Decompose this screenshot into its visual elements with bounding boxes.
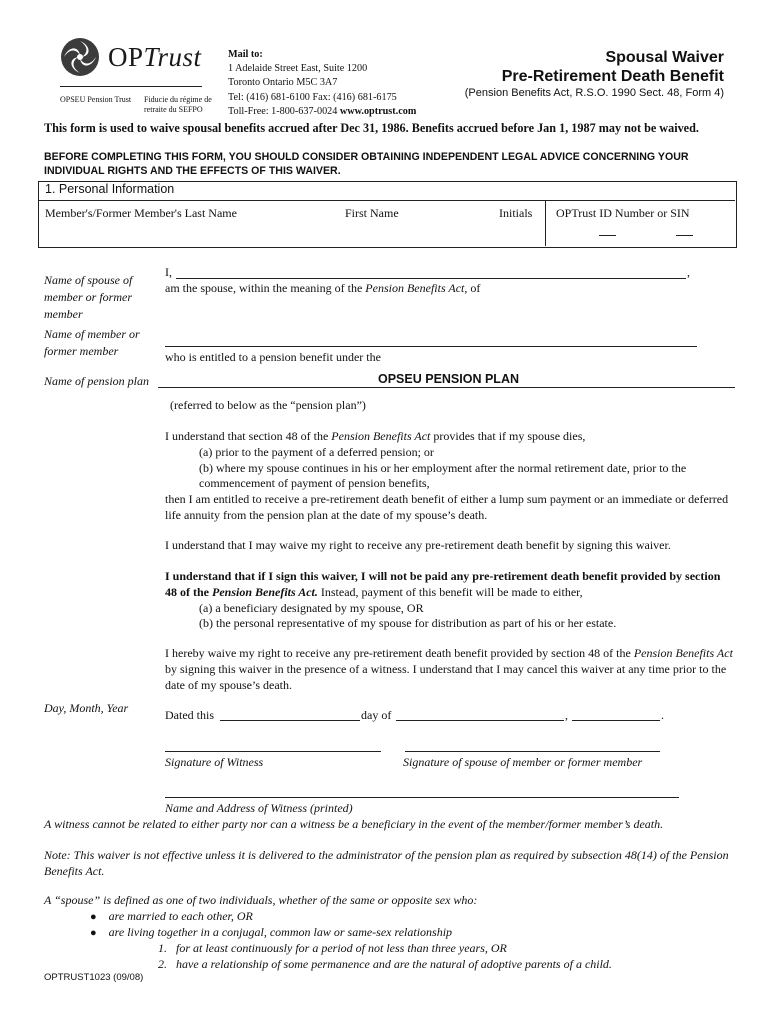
comma: , [687, 265, 690, 279]
spouse-statement: am the spouse, within the meaning of the Pension Benefits Act, of [165, 281, 481, 295]
list-item: 1. for at least continuously for a period of not less than three years, OR [158, 941, 507, 955]
witness-signature-input[interactable] [165, 751, 381, 752]
optrust-logo-icon [60, 37, 100, 77]
mail-line: Tel: (416) 681-6100 Fax: (416) 681-6175 [228, 91, 397, 103]
logo-subtitle-en: OPSEU Pension Trust [60, 95, 132, 104]
entitlement-tail: then I am entitled to receive a pre-retirement death benefit of either a lump sum payment or an immediate or deferred life annuity from the pension plan at the date of my spouse’s death. [165, 492, 729, 522]
form-title-line-1: Spousal Waiver [605, 49, 724, 66]
mail-title: Mail to: [228, 49, 263, 60]
initials-field[interactable]: Initials [499, 206, 533, 220]
label-member-name: Name of member or former member [44, 327, 140, 358]
id-separator [599, 235, 616, 236]
witness-name-label: Name and Address of Witness (printed) [165, 801, 353, 815]
spouse-definition: A “spouse” is defined as one of two individuals, whether of the same or opposite sex who: [44, 893, 478, 907]
effectiveness-note: Note: This waiver is not effective unless it is delivered to the administrator of the pension plan as required by subsection 48(14) of the Pension Benefits Act. [44, 848, 729, 878]
label-date: Day, Month, Year [44, 701, 129, 715]
form-title-act-reference: (Pension Benefits Act, R.S.O. 1990 Sect. 48, Form 4) [464, 87, 724, 99]
last-name-field[interactable]: Member's/Former Member's Last Name [45, 206, 237, 220]
label-spouse-name: Name of spouse of member or former member [44, 273, 133, 321]
paragraph-section-48: I understand that section 48 of the Pension Benefits Act provides that if my spouse dies, (a) prior to the payment of a deferred pension; or (b) where my spouse continues in his or her employment after the normal retirement date, prior to the commencement of payment of pension benefits, then I am entitled to receive a pre-retirement death benefit of either a lump sum payment or an immediate or deferred life annuity from the pension plan at the date of my spouse’s death. [165, 429, 735, 524]
column-divider [545, 200, 546, 246]
form-number: OPTRUST1023 (09/08) [44, 972, 144, 983]
id-separator [676, 235, 693, 236]
condition-b: (b) where my spouse continues in his or her employment after the normal retirement date, prior to the commencement of payment of pension benefits, [199, 460, 687, 491]
condition-a: (a) prior to the payment of a deferred pension; or [199, 444, 434, 459]
logo-divider [60, 86, 202, 87]
bullet-icon: ● [90, 911, 97, 923]
pension-plan-name: OPSEU PENSION PLAN [378, 372, 519, 386]
accrual-notice: This form is used to waive spousal benefits accrued after Dec 31, 1986. Benefits accrued before Jan 1, 1987 may not be waived. [44, 121, 699, 135]
list-item: ● are married to each other, OR [90, 909, 253, 923]
form-title [465, 48, 724, 101]
paragraph-waive-right: I understand that I may waive my right to receive any pre-retirement death benefit by signing this waiver. [165, 538, 671, 552]
legal-advice-warning: BEFORE COMPLETING THIS FORM, YOU SHOULD CONSIDER OBTAINING INDEPENDENT LEGAL ADVICE CONCERNING YOUR INDIVIDUAL RIGHTS AND THE EFFECTS OF THIS WAIVER. [44, 151, 689, 177]
day-of-label: day of [361, 708, 392, 722]
pension-plan-line [158, 387, 735, 388]
beneficiary-option-b: (b) the personal representative of my spouse for distribution as part of his or her estate. [199, 616, 617, 631]
logo-subtitle-fr: Fiducie du régime de retraite du SEFPO [144, 95, 212, 114]
paragraph-hereby-waive: I hereby waive my right to receive any pre-retirement death benefit provided by section 48 of the Pension Benefits Act by signing this waiver in the presence of a witness. I understand that I may cancel this waiver at any time prior to the date of my spouse’s death. [165, 646, 733, 692]
dated-this-label: Dated this [165, 708, 214, 722]
spouse-signature-input[interactable] [405, 751, 660, 752]
optrust-id-field[interactable]: OPTrust ID Number or SIN [556, 206, 690, 220]
bullet-icon: ● [90, 927, 97, 939]
referred-note: (referred to below as the “pension plan”) [170, 398, 366, 412]
period: . [661, 708, 664, 722]
day-input[interactable] [220, 720, 360, 721]
beneficiary-option-a: (a) a beneficiary designated by my spouse, OR [199, 600, 424, 615]
paragraph-consequence: I understand that if I sign this waiver, I will not be paid any pre-retirement death benefit provided by section 48 of the Pension Benefits Act. Instead, payment of this benefit will be made to either, (a) a beneficiary designated by my spouse, OR (b) the personal representative of my spouse for distribution as part of his or her estate. [165, 569, 735, 632]
logo-wordmark: OPTrust [108, 42, 202, 72]
form-title-line-2: Pre-Retirement Death Benefit [501, 68, 724, 85]
member-name-input[interactable] [165, 346, 697, 347]
comma: , [565, 708, 568, 722]
year-input[interactable] [572, 720, 660, 721]
witness-signature-label: Signature of Witness [165, 755, 264, 769]
spouse-signature-label: Signature of spouse of member or former member [403, 755, 643, 769]
witness-name-address-input[interactable] [165, 797, 679, 798]
i-prefix: I, [165, 265, 172, 279]
section-title: 1. Personal Information [45, 182, 175, 196]
mail-line: 1 Adelaide Street East, Suite 1200 [228, 63, 368, 75]
entitled-statement: who is entitled to a pension benefit under the [165, 350, 381, 364]
mail-line: Toronto Ontario M5C 3A7 [228, 77, 338, 89]
month-input[interactable] [396, 720, 564, 721]
list-item: 2. have a relationship of some permanence and are the natural of adoptive parents of a child. [158, 957, 612, 971]
mailing-address [228, 48, 438, 119]
mail-tollfree: Toll-Free: 1-800-637-0024 www.optrust.com [228, 105, 417, 117]
website-link[interactable]: www.optrust.com [339, 105, 417, 117]
first-name-field[interactable]: First Name [345, 206, 399, 220]
spouse-name-input[interactable] [176, 278, 686, 279]
list-item: ● are living together in a conjugal, common law or same-sex relationship [90, 925, 453, 939]
label-pension-plan: Name of pension plan [44, 374, 149, 388]
witness-restriction-note: A witness cannot be related to either party nor can a witness be a beneficiary in the event of the member/former member’s death. [44, 817, 664, 831]
